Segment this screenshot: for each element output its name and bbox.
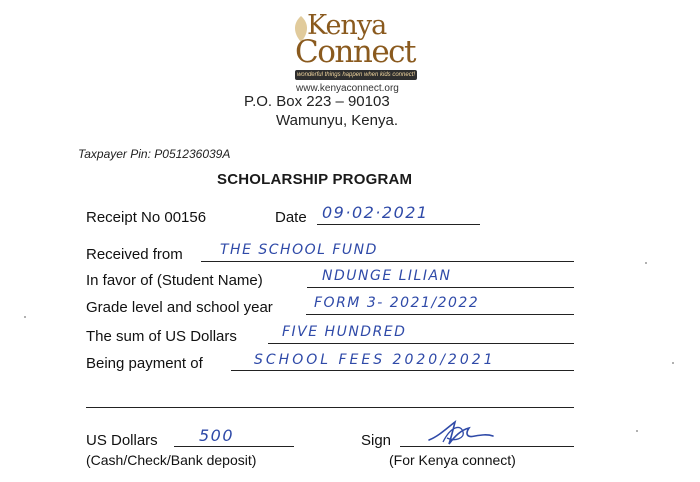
payment-of-label: Being payment of [86,355,203,372]
taxpayer-pin: Taxpayer Pin: P051236039A [78,147,231,161]
signature-scribble [425,418,497,448]
payment-method-label: (Cash/Check/Bank deposit) [86,452,257,468]
logo-tagline: wonderful things happen when kids connect! [296,72,416,78]
payment-of-line [231,370,574,371]
date-label: Date [275,209,307,226]
sign-label: Sign [361,432,392,449]
receipt-number: Receipt No 00156 [86,209,207,226]
blank-line [86,407,574,408]
logo-text-kenya: Kenya [307,10,387,41]
sum-label: The sum of US Dollars [86,328,237,345]
student-name-line [307,287,574,288]
scan-speck [672,362,674,364]
received-from-label: Received from [86,246,183,263]
date-value: 09·02·2021 [322,203,429,222]
grade-level-value: FORM 3- 2021/2022 [314,295,480,311]
us-dollars-value: 500 [199,426,235,445]
sum-value: FIVE HUNDRED [282,324,407,340]
sign-for-label: (For Kenya connect) [389,452,516,468]
website-url: www.kenyaconnect.org [296,83,399,94]
scan-speck [636,430,638,432]
us-dollars-line [174,446,294,447]
logo-text-connect: Connect [295,34,415,70]
town-address: Wamunyu, Kenya. [276,112,398,129]
scan-speck [645,262,647,264]
payment-of-value: SCHOOL FEES 2020/2021 [254,352,496,368]
po-box-address: P.O. Box 223 – 90103 [244,93,390,110]
received-from-value: THE SCHOOL FUND [220,242,378,258]
kenya-connect-logo [287,10,417,82]
student-name-label: In favor of (Student Name) [86,272,263,289]
scan-speck [24,316,26,318]
us-dollars-label: US Dollars [86,432,158,449]
grade-level-line [306,314,574,315]
program-title: SCHOLARSHIP PROGRAM [217,171,413,188]
sum-line [268,343,574,344]
received-from-line [201,261,574,262]
student-name-value: NDUNGE LILIAN [322,268,452,284]
grade-level-label: Grade level and school year [86,299,273,316]
date-line [317,224,480,225]
